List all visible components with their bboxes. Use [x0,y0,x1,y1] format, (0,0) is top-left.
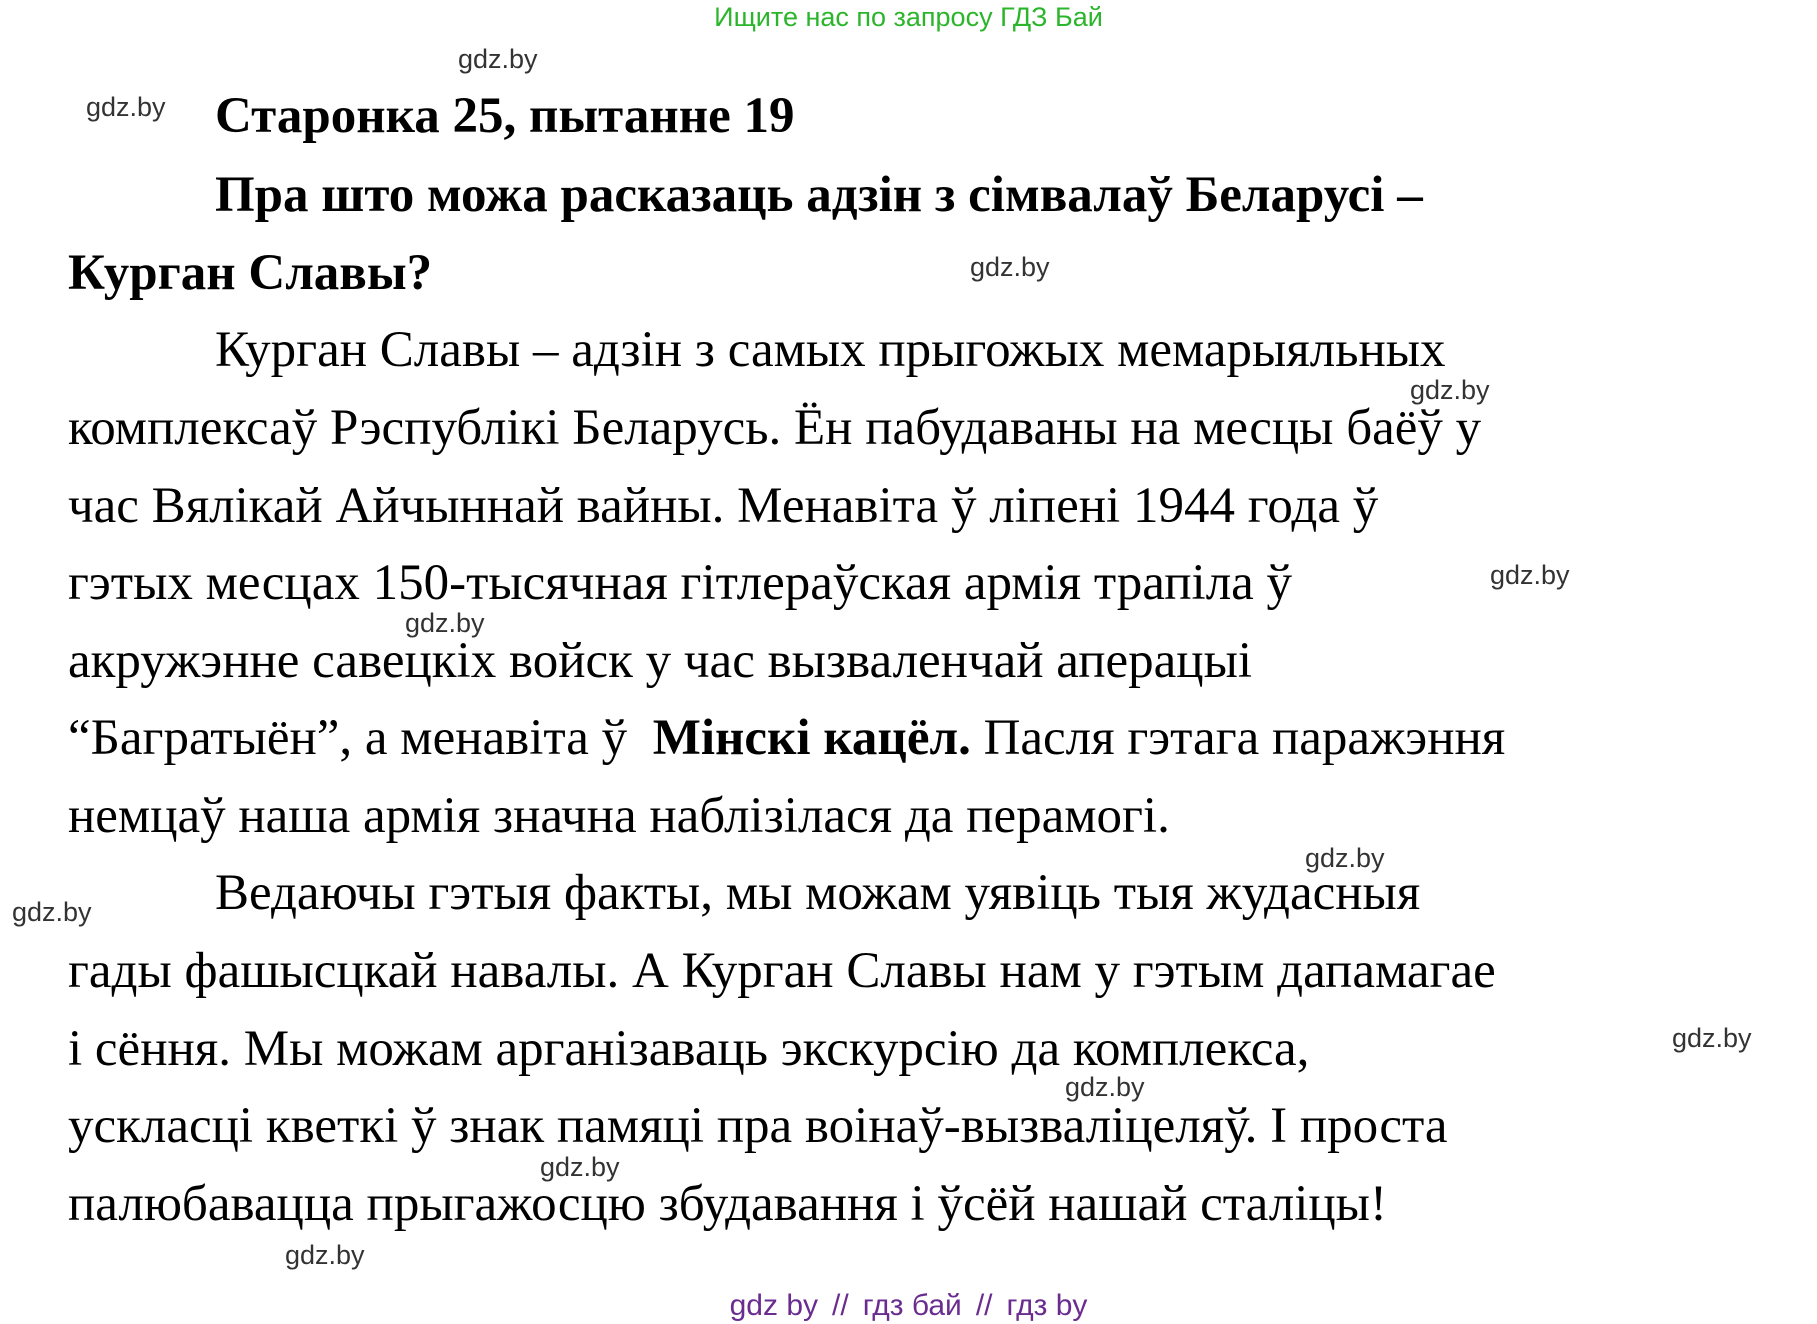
watermark: gdz.by [405,608,485,638]
text-line: акружэнне савецкіх войск у час вызваленчай аперацыі [68,633,1253,689]
watermark: gdz.by [1672,1023,1752,1053]
watermark: gdz.by [1305,843,1385,873]
watermark: gdz.by [285,1240,365,1270]
watermark: gdz.by [540,1152,620,1182]
text-span: Пасля гэтага паражэння [970,710,1506,766]
watermark: gdz.by [1065,1072,1145,1102]
watermark: gdz.by [458,44,538,74]
question-line-1: Пра што можа расказаць адзін з сімвалаў Беларусі – [215,167,1423,223]
text-line: Ведаючы гэтыя факты, мы можам уявіць тыя жудасныя [215,865,1421,921]
watermark: gdz.by [970,252,1050,282]
bold-term: Мінскі кацёл. [652,710,971,766]
text-line: комплексаў Рэспублікі Беларусь. Ён пабудаваны на месцы баёў у [68,400,1482,456]
question-line-2: Курган Славы? [68,245,433,301]
text-line: гады фашысцкай навалы. А Курган Славы нам у гэтым дапамагае [68,943,1496,999]
text-line: і сёння. Мы можам арганізаваць экскурсію да комплекса, [68,1021,1310,1077]
text-line: палюбавацца прыгажосцю збудавання і ўсёй нашай сталіцы! [68,1176,1387,1232]
footer-separator: // [975,1289,993,1322]
text-line: гэтых месцах 150-тысячная гітлераўская армія трапіла ў [68,555,1293,611]
footer-link-gdz-by-cyr[interactable]: гдз by [1006,1289,1088,1322]
page-title: Старонка 25, пытанне 19 [215,88,795,144]
watermark: gdz.by [1490,560,1570,590]
text-line: Курган Славы – адзін з самых прыгожых мемарыяльных [215,322,1446,378]
footer-separator: // [832,1289,849,1322]
top-banner: Ищите нас по запросу ГДЗ Бай [714,2,1103,32]
watermark: gdz.by [1410,375,1490,405]
watermark: gdz.by [12,897,92,927]
footer-link-gdz-bai[interactable]: гдз бай [862,1289,962,1322]
text-span: “Багратыён”, а менавіта ў [68,710,653,766]
footer-link-gdz-by[interactable]: gdz by [729,1289,819,1322]
text-line: час Вялікай Айчыннай вайны. Менавіта ў ліпені 1944 года ў [68,478,1379,534]
text-line [68,708,1505,768]
text-line: немцаў наша армія значна наблізілася да перамогі. [68,788,1170,844]
text-line: ускласці кветкі ў знак памяці пра воінаў-вызваліцеляў. І проста [68,1098,1448,1154]
watermark: gdz.by [86,92,166,122]
footer-links [0,1288,1817,1324]
